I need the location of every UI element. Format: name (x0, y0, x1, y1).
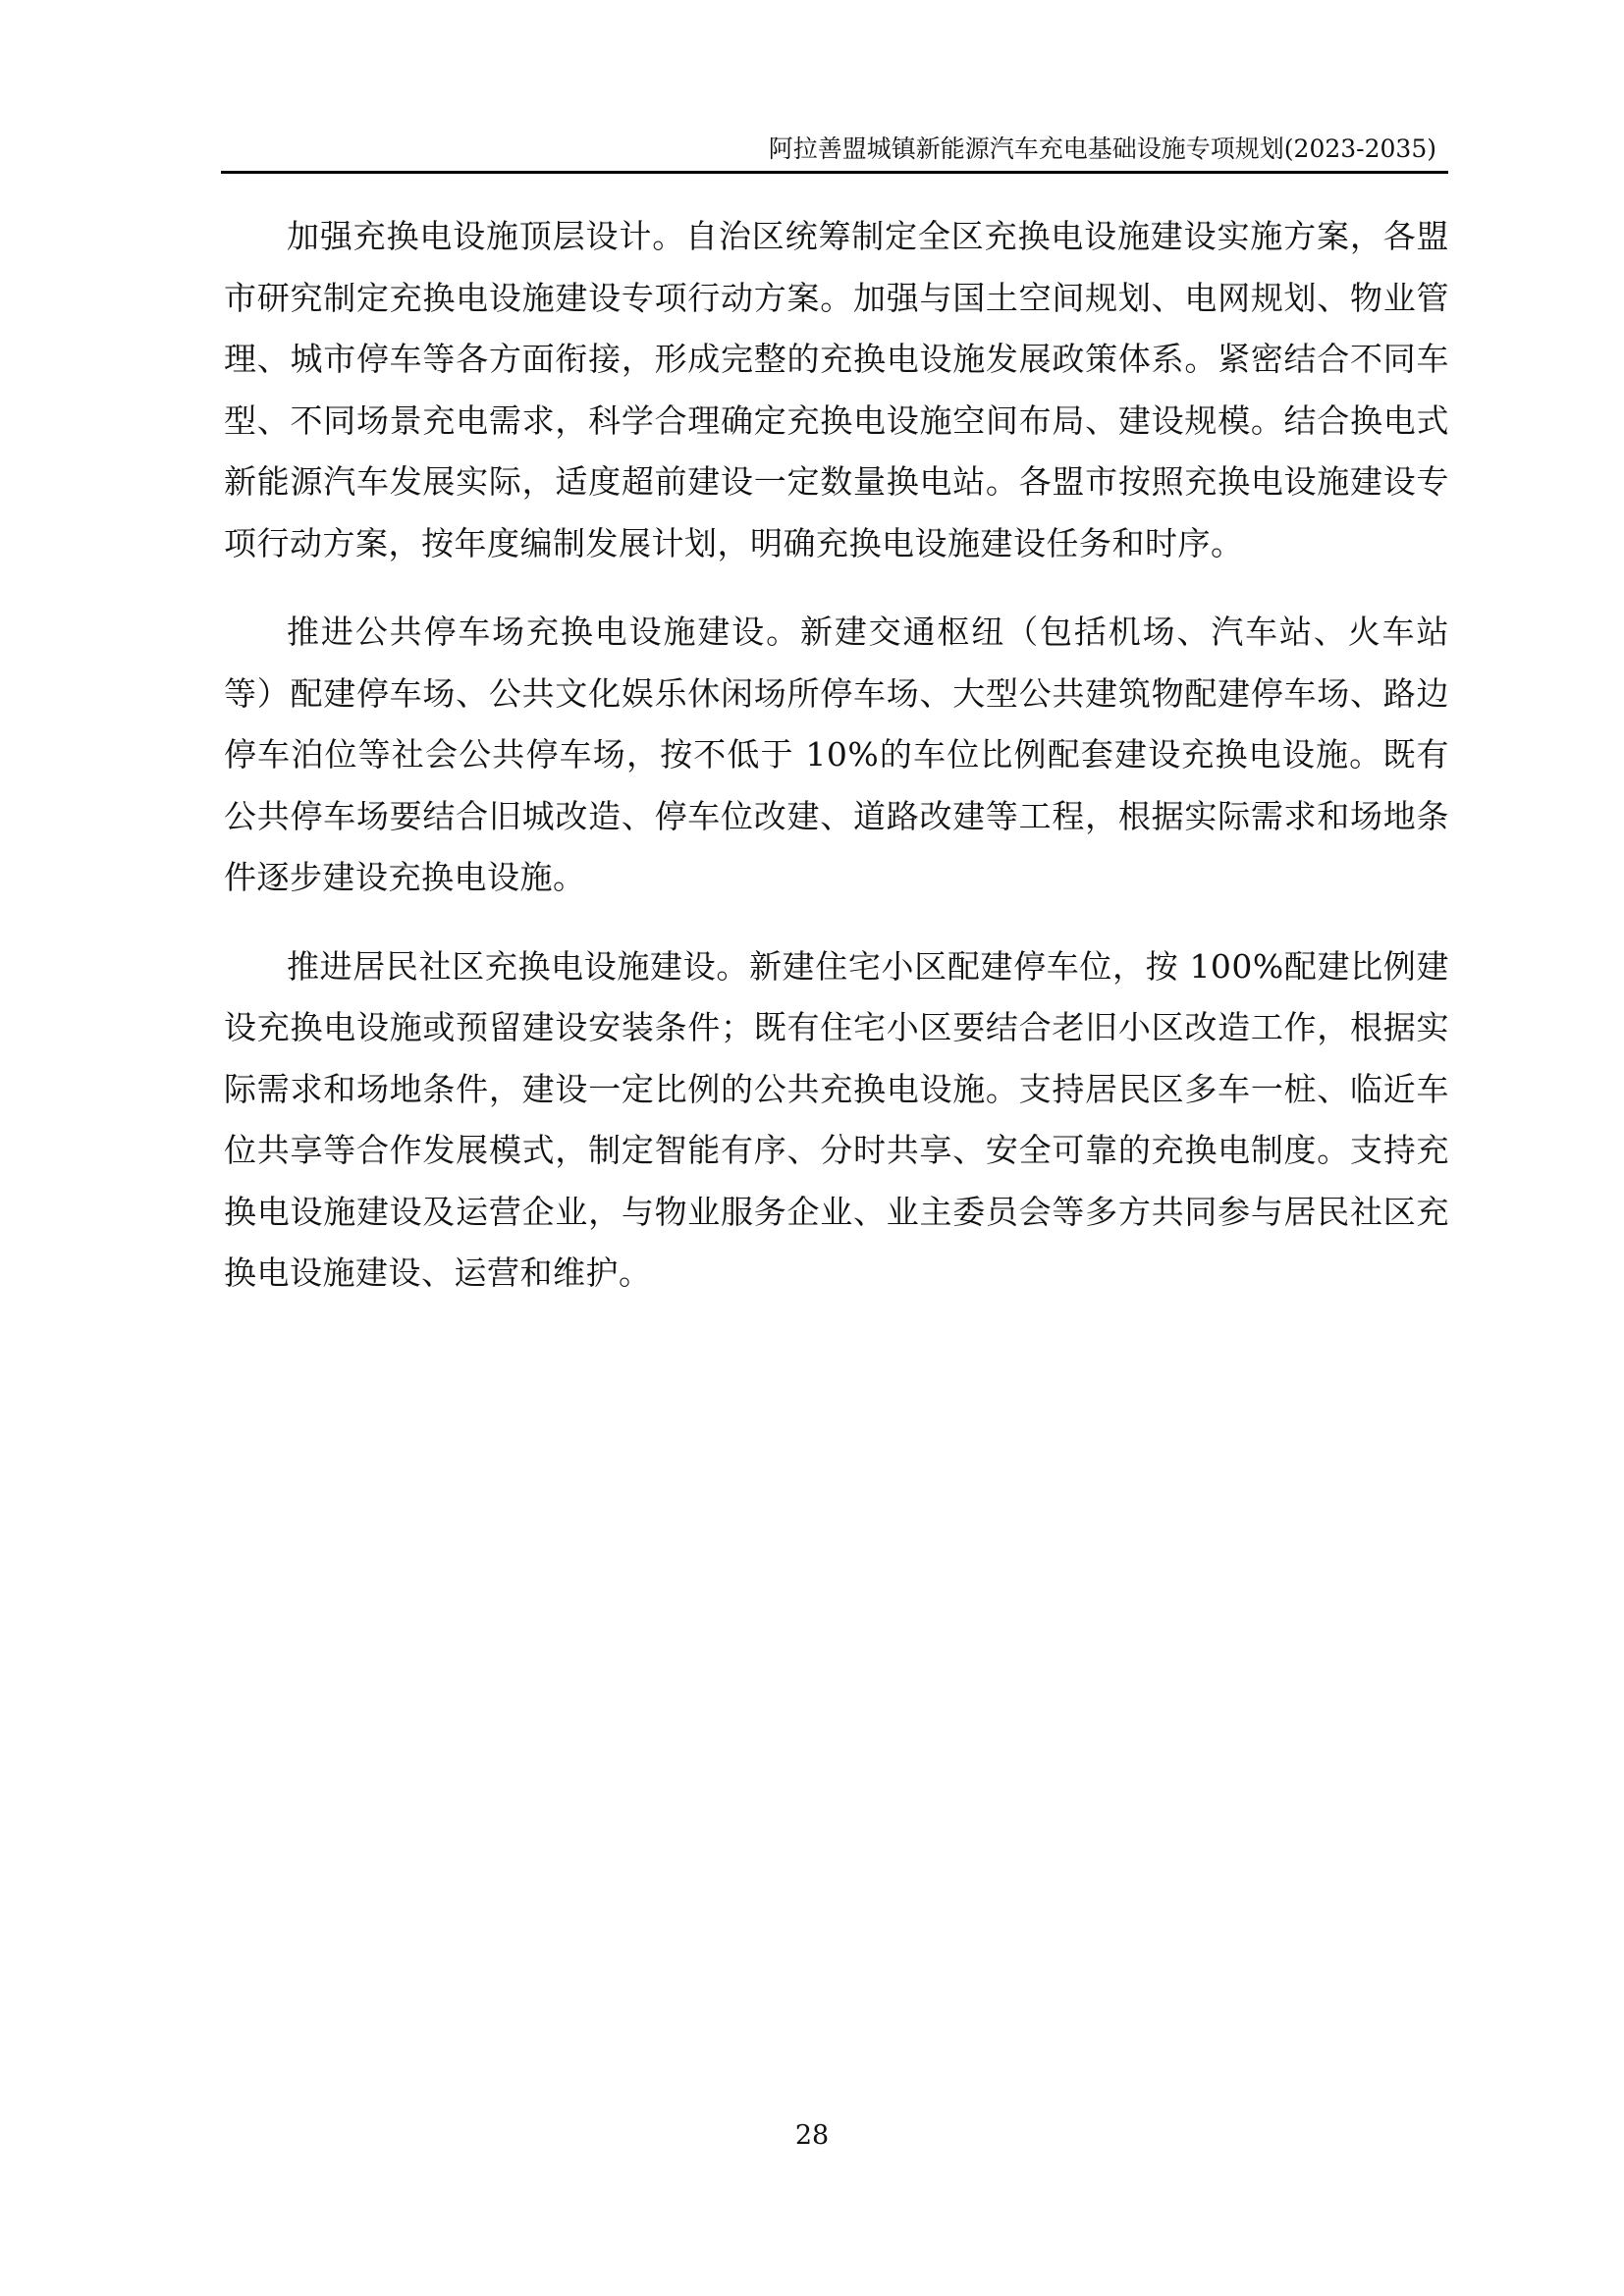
paragraph-residential-community: 推进居民社区充换电设施建设。新建住宅小区配建停车位，按 100%配建比例建设充换电设施或预留建设安装条件；既有住宅小区要结合老旧小区改造工作，根据实际需求和场地条件，建设一定比例的公共充换电设施。支持居民区多车一桩、临近车位共享等合作发展模式，制定智能有序、分时共享、安全可靠的充换电制度。支持充换电设施建设及运营企业，与物业服务企业、业主委员会等多方共同参与居民社区充换电设施建设、运营和维护。 (224, 946, 1449, 1292)
body-text (224, 206, 1449, 1332)
page-number: 28 (794, 2120, 830, 2151)
paragraph-public-parking: 推进公共停车场充换电设施建设。新建交通枢纽（包括机场、汽车站、火车站等）配建停车场、公共文化娱乐休闲场所停车场、大型公共建筑物配建停车场、路边停车泊位等社会公共停车场，按不低于 10%的车位比例配套建设充换电设施。既有公共停车场要结合旧城改造、停车位改建、道路改建等工程，根据实际需求和场地条件逐步建设充换电设施。 (224, 613, 1449, 896)
document-title: 阿拉善盟城镇新能源汽车充电基础设施专项规划(2023-2035) (768, 134, 1436, 163)
page-header (221, 128, 1448, 174)
paragraph-top-level-design: 加强充换电设施顶层设计。自治区统筹制定全区充换电设施建设实施方案，各盟市研究制定充换电设施建设专项行动方案。加强与国土空间规划、电网规划、物业管理、城市停车等各方面衔接，形成完整的充换电设施发展政策体系。紧密结合不同车型、不同场景充电需求，科学合理确定充换电设施空间布局、建设规模。结合换电式新能源汽车发展实际，适度超前建设一定数量换电站。各盟市按照充换电设施建设专项行动方案，按年度编制发展计划，明确充换电设施建设任务和时序。 (224, 217, 1449, 562)
